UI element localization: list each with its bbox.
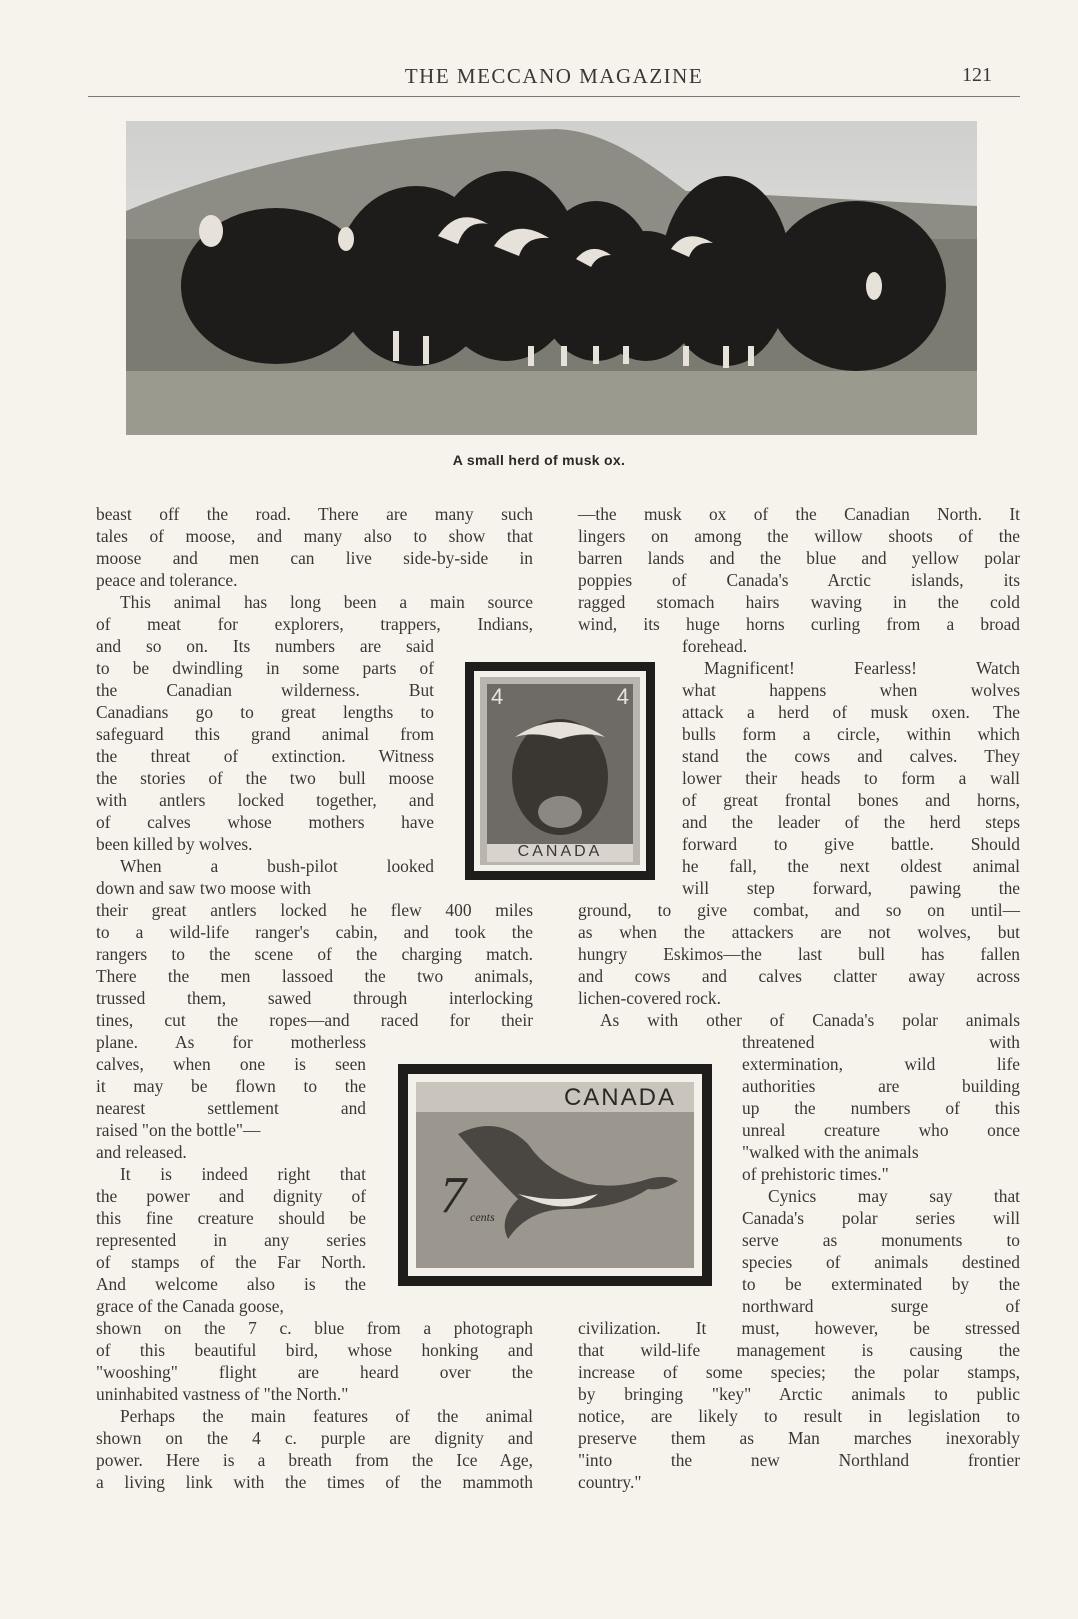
text-line: peace and tolerance. (96, 570, 238, 590)
text-line: As with other of Canada's polar animals (600, 1010, 1020, 1030)
text-line: that wild-life management is causing the (578, 1340, 1020, 1360)
text-line: civilization. It must, however, be stressed (578, 1318, 1020, 1338)
text-line: threatened with (742, 1032, 1020, 1052)
goose-stamp-unit: cents (470, 1210, 495, 1224)
text-line: It is indeed right that (120, 1164, 366, 1184)
page-header (88, 64, 1020, 97)
text-line: tines, cut the ropes—and raced for their (96, 1010, 533, 1030)
musk-ox-herd-illustration (126, 121, 977, 435)
goose-stamp-country: CANADA (563, 1084, 676, 1111)
text-line: with antlers locked together, and (96, 790, 434, 810)
stamp-musk-ox (465, 662, 655, 880)
text-line: trussed them, sawed through interlocking (96, 988, 533, 1008)
text-line: to be dwindling in some parts of (96, 658, 434, 678)
text-line: shown on the 4 c. purple are dignity and (96, 1428, 533, 1448)
text-line: he fall, the next oldest animal (682, 856, 1020, 876)
text-line: calves, when one is seen (96, 1054, 366, 1074)
text-line: of prehistoric times." (742, 1164, 889, 1184)
text-line: raised "on the bottle"— (96, 1120, 261, 1140)
goose-stamp-denomination: 7 (440, 1167, 466, 1224)
stamp-denomination-right: 4 (616, 684, 629, 709)
text-line: their great antlers locked he flew 400 miles (96, 900, 533, 920)
text-line: attack a herd of musk oxen. The (682, 702, 1020, 722)
text-line: wind, its huge horns curling from a broad (578, 614, 1020, 634)
text-line: preserve them as Man marches inexorably (578, 1428, 1020, 1448)
musk-ox-photo (126, 121, 977, 435)
text-line: power. Here is a breath from the Ice Age, (96, 1450, 533, 1470)
text-line: what happens when wolves (682, 680, 1020, 700)
text-line: This animal has long been a main source (120, 592, 533, 612)
text-line: unreal creature who once (742, 1120, 1020, 1140)
text-line: rangers to the scene of the charging match. (96, 944, 533, 964)
text-line: this fine creature should be (96, 1208, 366, 1228)
text-line: tales of moose, and many also to show that (96, 526, 533, 546)
text-line: "walked with the animals (742, 1142, 919, 1162)
text-line: species of animals destined (742, 1252, 1020, 1272)
text-line: There the men lassoed the two animals, (96, 966, 533, 986)
text-line: authorities are building (742, 1076, 1020, 1096)
text-line: to a wild-life ranger's cabin, and took the (96, 922, 533, 942)
text-line: of meat for explorers, trappers, Indians, (96, 614, 533, 634)
text-line: uninhabited vastness of "the North." (96, 1384, 349, 1404)
text-line: shown on the 7 c. blue from a photograph (96, 1318, 533, 1338)
stamp-denomination-left: 4 (491, 684, 504, 709)
text-line: Cynics may say that (768, 1186, 1020, 1206)
text-line: Canada's polar series will (742, 1208, 1020, 1228)
text-line: extermination, wild life (742, 1054, 1020, 1074)
text-line: Magnificent! Fearless! Watch (704, 658, 1020, 678)
text-line: hungry Eskimos—the last bull has fallen (578, 944, 1020, 964)
text-line: increase of some species; the polar stamps, (578, 1362, 1020, 1382)
text-line: beast off the road. There are many such (96, 504, 533, 524)
text-line: country." (578, 1472, 642, 1492)
text-line: been killed by wolves. (96, 834, 253, 854)
text-line: forward to give battle. Should (682, 834, 1020, 854)
text-line: serve as monuments to (742, 1230, 1020, 1250)
text-line: stand the cows and calves. They (682, 746, 1020, 766)
text-line: nearest settlement and (96, 1098, 366, 1118)
page-number: 121 (962, 64, 992, 86)
text-line: the Canadian wilderness. But (96, 680, 434, 700)
text-line: up the numbers of this (742, 1098, 1020, 1118)
text-line: the threat of extinction. Witness (96, 746, 434, 766)
text-line: represented in any series (96, 1230, 366, 1250)
photo-caption: A small herd of musk ox. (452, 452, 626, 468)
text-line: lichen-covered rock. (578, 988, 721, 1008)
stamp-canada-goose (398, 1064, 712, 1286)
text-line: grace of the Canada goose, (96, 1296, 284, 1316)
text-line: down and saw two moose with (96, 878, 311, 898)
text-line: forehead. (682, 636, 748, 656)
text-line: of stamps of the Far North. (96, 1252, 366, 1272)
text-line: poppies of Canada's Arctic islands, its (578, 570, 1020, 590)
text-line: ragged stomach hairs waving in the cold (578, 592, 1020, 612)
text-line: When a bush-pilot looked (120, 856, 434, 876)
text-line: to be exterminated by the (742, 1274, 1020, 1294)
text-line: lingers on among the willow shoots of the (578, 526, 1020, 546)
text-line: by bringing "key" Arctic animals to public (578, 1384, 1020, 1404)
text-line: of this beautiful bird, whose honking and (96, 1340, 533, 1360)
text-line: and the leader of the herd steps (682, 812, 1020, 832)
text-line: notice, are likely to result in legislation to (578, 1406, 1020, 1426)
text-line: and released. (96, 1142, 187, 1162)
text-line: "into the new Northland frontier (578, 1450, 1020, 1470)
text-line: and cows and calves clatter away across (578, 966, 1020, 986)
text-line: the power and dignity of (96, 1186, 366, 1206)
text-line: —the musk ox of the Canadian North. It (578, 504, 1020, 524)
text-line: a living link with the times of the mammoth (96, 1472, 533, 1492)
text-line: and so on. Its numbers are said (96, 636, 434, 656)
text-line: And welcome also is the (96, 1274, 366, 1294)
text-line: lower their heads to form a wall (682, 768, 1020, 788)
magazine-title: THE MECCANO MAGAZINE (404, 64, 704, 88)
stamp-country: CANADA (517, 843, 603, 860)
text-line: northward surge of (742, 1296, 1020, 1316)
text-line: Canadians go to great lengths to (96, 702, 434, 722)
text-line: Perhaps the main features of the animal (120, 1406, 533, 1426)
text-line: moose and men can live side-by-side in (96, 548, 533, 568)
text-line: it may be flown to the (96, 1076, 366, 1096)
text-line: will step forward, pawing the (682, 878, 1020, 898)
text-line: of great frontal bones and horns, (682, 790, 1020, 810)
text-line: safeguard this grand animal from (96, 724, 434, 744)
text-line: as when the attackers are not wolves, but (578, 922, 1020, 942)
text-line: the stories of the two bull moose (96, 768, 434, 788)
text-line: "wooshing" flight are heard over the (96, 1362, 533, 1382)
text-line: bulls form a circle, within which (682, 724, 1020, 744)
text-line: ground, to give combat, and so on until— (578, 900, 1020, 920)
text-line: barren lands and the blue and yellow polar (578, 548, 1020, 568)
text-line: of calves whose mothers have (96, 812, 434, 832)
text-line: plane. As for motherless (96, 1032, 366, 1052)
